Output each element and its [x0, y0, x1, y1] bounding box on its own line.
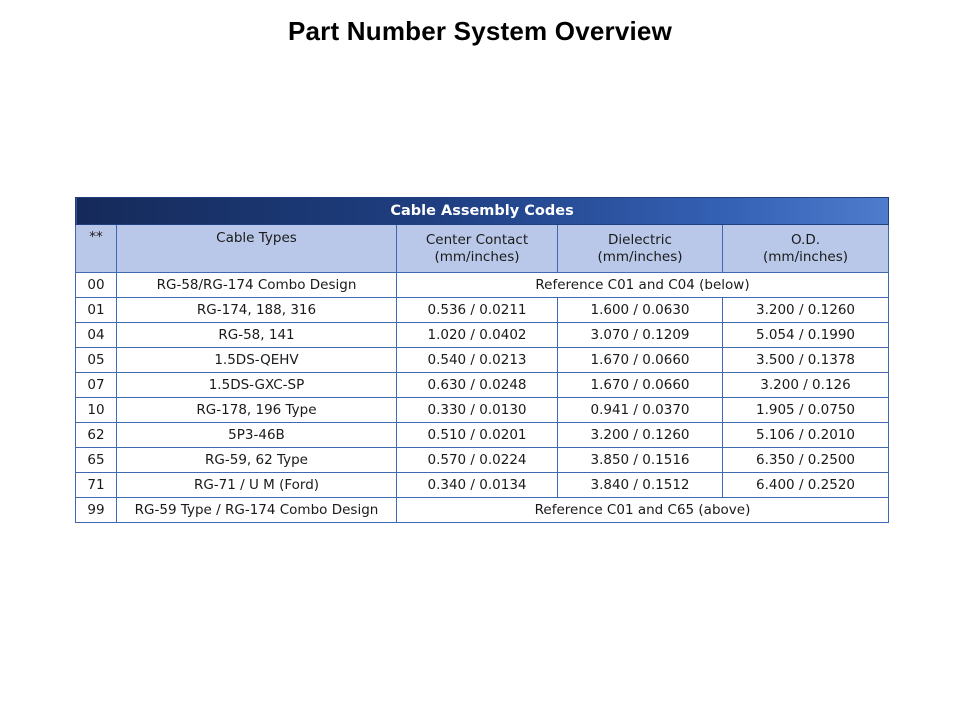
header-center-contact: [397, 225, 558, 273]
cell-dielectric: 1.670 / 0.0660: [558, 373, 723, 398]
cell-cable-type: RG-58, 141: [117, 323, 397, 348]
table-row: [76, 398, 889, 423]
cell-code: 05: [76, 348, 117, 373]
cell-code: 04: [76, 323, 117, 348]
cell-od: 6.400 / 0.2520: [723, 473, 889, 498]
cell-dielectric: 3.070 / 0.1209: [558, 323, 723, 348]
cable-codes-table-container: [75, 197, 888, 523]
cell-center-contact: 1.020 / 0.0402: [397, 323, 558, 348]
header-dielectric-line2: (mm/inches): [597, 248, 683, 265]
cell-cable-type: RG-71 / U M (Ford): [117, 473, 397, 498]
cell-dielectric: 3.840 / 0.1512: [558, 473, 723, 498]
cell-od: 5.106 / 0.2010: [723, 423, 889, 448]
cell-dielectric: 0.941 / 0.0370: [558, 398, 723, 423]
cell-center-contact: 0.570 / 0.0224: [397, 448, 558, 473]
cell-cable-type: 1.5DS-GXC-SP: [117, 373, 397, 398]
cell-center-contact: 0.330 / 0.0130: [397, 398, 558, 423]
cell-dielectric: 1.670 / 0.0660: [558, 348, 723, 373]
table-row: [76, 448, 889, 473]
cell-od: 6.350 / 0.2500: [723, 448, 889, 473]
cell-center-contact: 0.630 / 0.0248: [397, 373, 558, 398]
cell-code: 99: [76, 498, 117, 523]
cell-code: 65: [76, 448, 117, 473]
cell-code: 00: [76, 273, 117, 298]
cell-dielectric: 1.600 / 0.0630: [558, 298, 723, 323]
header-code: **: [76, 225, 117, 273]
table-caption: Cable Assembly Codes: [76, 198, 889, 225]
cell-od: 3.200 / 0.1260: [723, 298, 889, 323]
cell-reference-note: Reference C01 and C65 (above): [397, 498, 889, 523]
cable-assembly-codes-table: [75, 197, 889, 523]
cell-cable-type: RG-174, 188, 316: [117, 298, 397, 323]
header-od-line2: (mm/inches): [763, 248, 849, 265]
cell-reference-note: Reference C01 and C04 (below): [397, 273, 889, 298]
cell-code: 10: [76, 398, 117, 423]
cell-center-contact: 0.540 / 0.0213: [397, 348, 558, 373]
column-header-row: [76, 225, 889, 273]
cell-cable-type: RG-59 Type / RG-174 Combo Design: [117, 498, 397, 523]
table-row: [76, 373, 889, 398]
cell-center-contact: 0.536 / 0.0211: [397, 298, 558, 323]
table-row: [76, 323, 889, 348]
cell-code: 62: [76, 423, 117, 448]
cell-cable-type: RG-59, 62 Type: [117, 448, 397, 473]
header-dielectric: [558, 225, 723, 273]
cell-od: 3.500 / 0.1378: [723, 348, 889, 373]
header-dielectric-line1: Dielectric: [608, 231, 672, 248]
table-row: [76, 423, 889, 448]
page-title: Part Number System Overview: [287, 16, 672, 46]
header-center-contact-line2: (mm/inches): [434, 248, 520, 265]
cell-od: 3.200 / 0.126: [723, 373, 889, 398]
cell-dielectric: 3.200 / 0.1260: [558, 423, 723, 448]
table-row: [76, 273, 889, 298]
cell-center-contact: 0.340 / 0.0134: [397, 473, 558, 498]
table-row: [76, 348, 889, 373]
cell-center-contact: 0.510 / 0.0201: [397, 423, 558, 448]
cell-cable-type: RG-178, 196 Type: [117, 398, 397, 423]
cell-code: 71: [76, 473, 117, 498]
table-row: [76, 473, 889, 498]
table-row: [76, 498, 889, 523]
cell-cable-type: 1.5DS-QEHV: [117, 348, 397, 373]
header-cable-types: Cable Types: [117, 225, 397, 273]
cell-od: 5.054 / 0.1990: [723, 323, 889, 348]
header-center-contact-line1: Center Contact: [425, 231, 529, 248]
cell-od: 1.905 / 0.0750: [723, 398, 889, 423]
cell-cable-type: RG-58/RG-174 Combo Design: [117, 273, 397, 298]
cell-code: 07: [76, 373, 117, 398]
header-od-line1: O.D.: [790, 231, 821, 248]
cell-cable-type: 5P3-46B: [117, 423, 397, 448]
cell-dielectric: 3.850 / 0.1516: [558, 448, 723, 473]
table-row: [76, 298, 889, 323]
header-od: [723, 225, 889, 273]
cell-code: 01: [76, 298, 117, 323]
